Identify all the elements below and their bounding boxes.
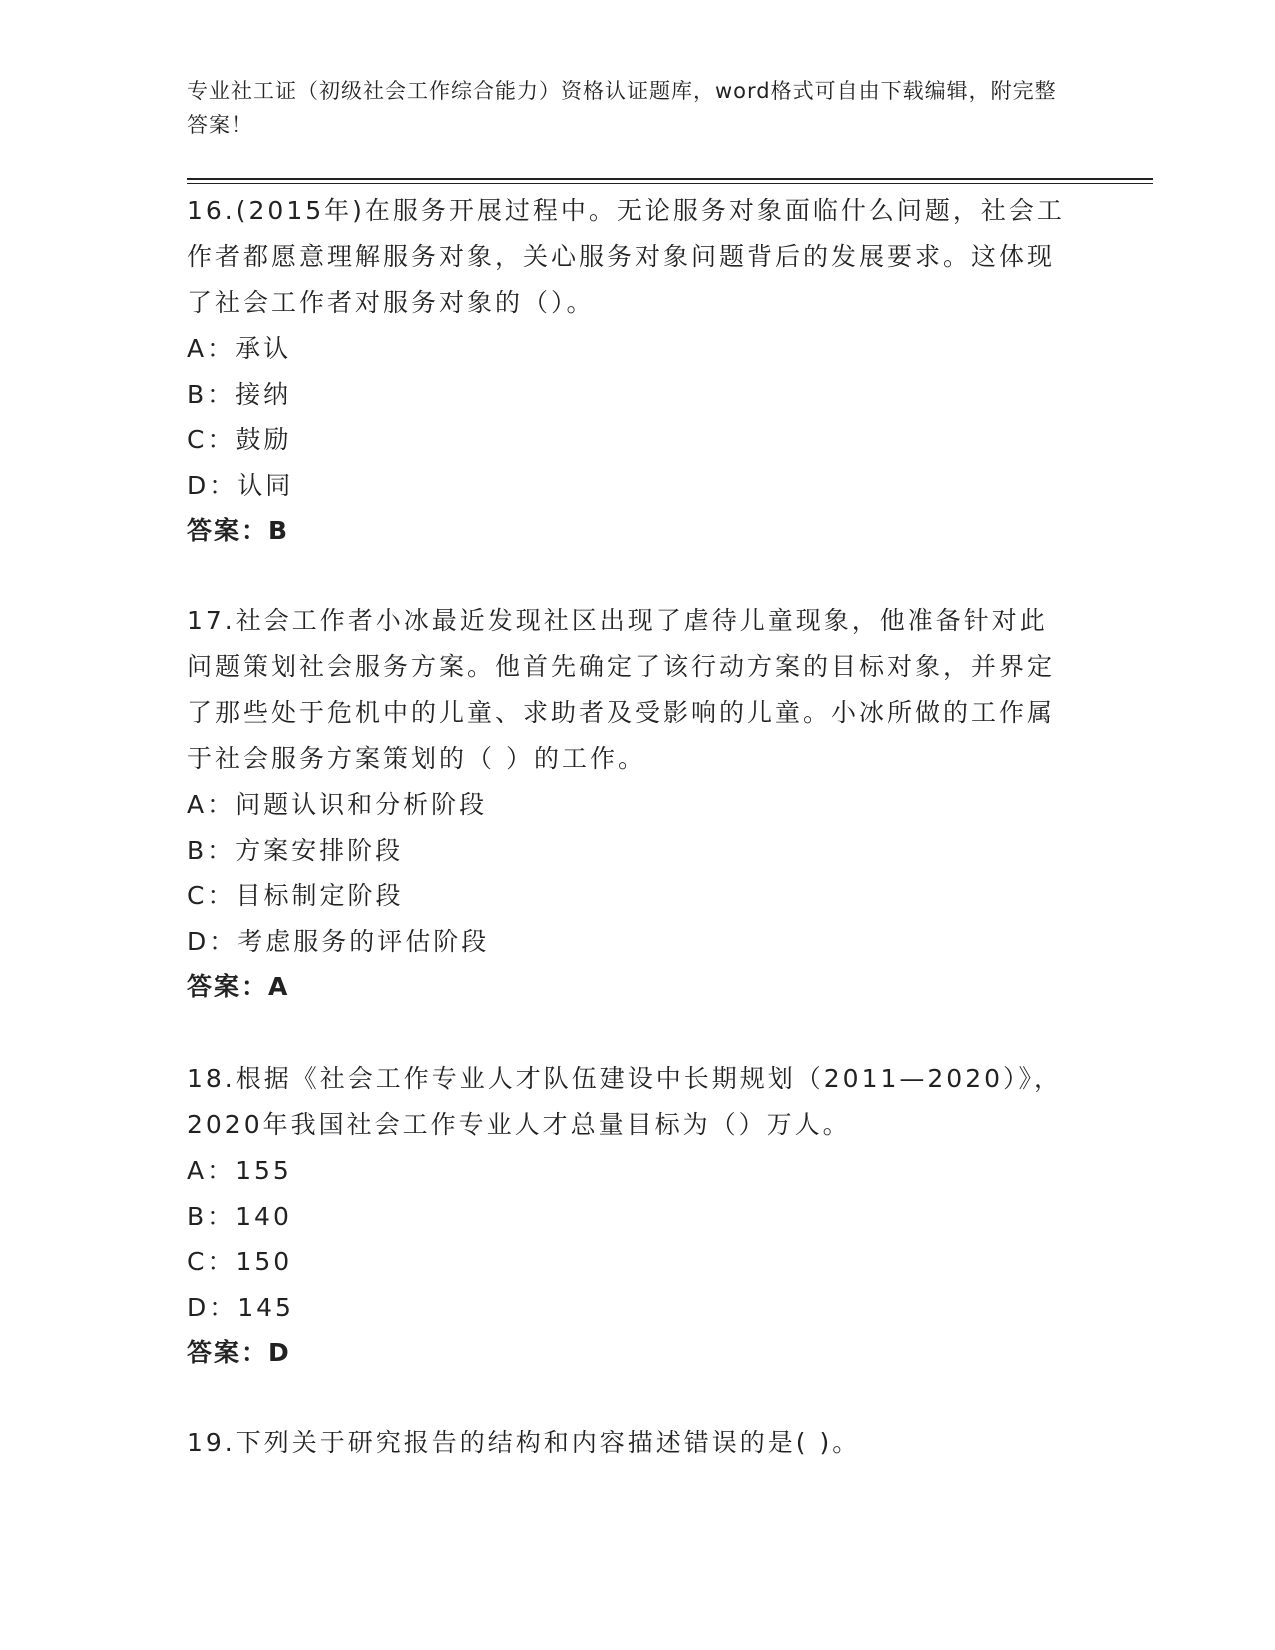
option-d: D：认同 — [187, 470, 294, 500]
answer-line: 答案：D — [187, 1338, 291, 1367]
question-16 — [187, 188, 1067, 554]
option-b: B：方案安排阶段 — [187, 835, 404, 865]
option-c: C：目标制定阶段 — [187, 881, 404, 910]
question-18 — [187, 1056, 1067, 1376]
question-stem: 16.(2015年)在服务开展过程中。无论服务对象面临什么问题，社会工作者都愿意理解服务对象，关心服务对象问题背后的发展要求。这体现了社会工作者对服务对象的（）。 — [187, 196, 1065, 317]
header-title: 专业社工证（初级社会工作综合能力）资格认证题库，word格式可自由下载编辑，附完整答案！ — [187, 79, 1057, 137]
document-header — [187, 74, 1067, 142]
option-c: C：150 — [187, 1247, 293, 1276]
question-stem: 19.下列关于研究报告的结构和内容描述错误的是( )。 — [187, 1428, 861, 1457]
option-b: B：140 — [187, 1201, 292, 1231]
question-19 — [187, 1420, 1067, 1466]
header-divider — [187, 178, 1153, 180]
question-stem: 18.根据《社会工作专业人才队伍建设中长期规划（2011—2020）》，2020年我国社会工作专业人才总量目标为（）万人。 — [187, 1064, 1063, 1139]
option-d: D：145 — [187, 1292, 294, 1322]
option-b: B：接纳 — [187, 379, 292, 409]
option-d: D：考虑服务的评估阶段 — [187, 926, 490, 956]
option-a: A：155 — [187, 1156, 292, 1185]
option-a: A：承认 — [187, 334, 292, 363]
option-c: C：鼓励 — [187, 425, 292, 454]
option-a: A：问题认识和分析阶段 — [187, 790, 488, 819]
answer-line: 答案：A — [187, 972, 290, 1001]
question-stem: 17.社会工作者小冰最近发现社区出现了虐待儿童现象，他准备针对此问题策划社会服务方案。他首先确定了该行动方案的目标对象，并界定了那些处于危机中的儿童、求助者及受影响的儿童。小冰所做的工作属于社会服务方案策划的（ ）的工作。 — [187, 606, 1056, 773]
question-17 — [187, 598, 1067, 1010]
answer-line: 答案：B — [187, 516, 290, 545]
header-divider-thin — [187, 183, 1153, 184]
